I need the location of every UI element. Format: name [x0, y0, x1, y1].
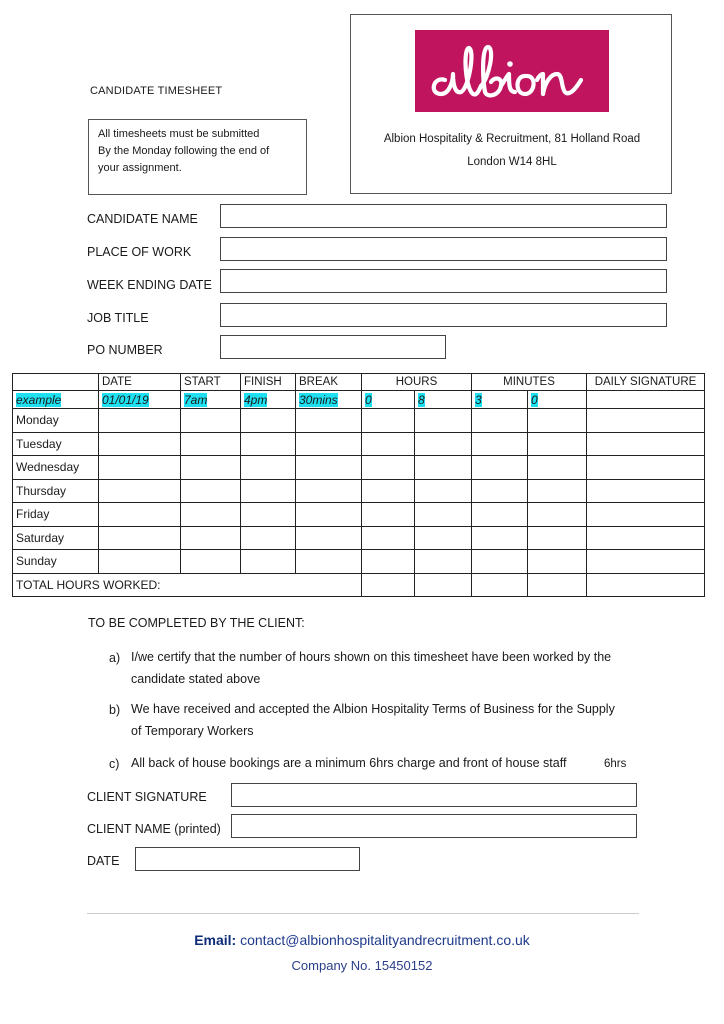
- candidate-name-field[interactable]: [220, 204, 667, 228]
- minutes-cell[interactable]: [472, 526, 528, 550]
- hours-cell[interactable]: [362, 479, 415, 503]
- hours-cell[interactable]: [415, 479, 472, 503]
- minutes-cell[interactable]: [472, 456, 528, 480]
- client-section-heading: TO BE COMPLETED BY THE CLIENT:: [88, 616, 305, 630]
- day-label: Monday: [13, 409, 99, 433]
- date-header: DATE: [99, 374, 181, 391]
- example-hours-a: 0: [362, 391, 415, 409]
- hours-cell[interactable]: [415, 526, 472, 550]
- total-hours-cell[interactable]: [415, 573, 472, 597]
- minutes-cell[interactable]: [472, 409, 528, 433]
- day-label: Wednesday: [13, 456, 99, 480]
- footer-divider: [87, 913, 639, 914]
- break-cell[interactable]: [296, 409, 362, 433]
- albion-logo-wordmark: [415, 30, 609, 112]
- start-cell[interactable]: [181, 550, 241, 574]
- clause-text: We have received and accepted the Albion Hospitality Terms of Business for the Supply of Temporary Workers: [131, 702, 615, 738]
- date-cell[interactable]: [99, 456, 181, 480]
- break-cell[interactable]: [296, 550, 362, 574]
- signature-cell[interactable]: [587, 456, 705, 480]
- notice-line: your assignment.: [98, 162, 182, 174]
- start-header: START: [181, 374, 241, 391]
- example-break: 30mins: [296, 391, 362, 409]
- minutes-header: MINUTES: [472, 374, 587, 391]
- minutes-cell[interactable]: [472, 479, 528, 503]
- hours-cell[interactable]: [362, 550, 415, 574]
- example-hours-b: 8: [415, 391, 472, 409]
- total-hours-cell[interactable]: [362, 573, 415, 597]
- week-ending-date-label: WEEK ENDING DATE: [87, 278, 212, 292]
- client-date-label: DATE: [87, 854, 120, 868]
- table-row: [13, 456, 705, 480]
- example-signature: [587, 391, 705, 409]
- job-title-field[interactable]: [220, 303, 667, 327]
- example-label: example: [13, 391, 99, 409]
- clause-text: All back of house bookings are a minimum 6hrs charge and front of house staff: [131, 756, 567, 770]
- start-cell[interactable]: [181, 456, 241, 480]
- table-row: [13, 409, 705, 433]
- daily-signature-header: DAILY SIGNATURE: [587, 374, 705, 391]
- signature-cell[interactable]: [587, 409, 705, 433]
- date-cell[interactable]: [99, 432, 181, 456]
- hours-cell[interactable]: [362, 456, 415, 480]
- hours-cell[interactable]: [415, 550, 472, 574]
- client-date-field[interactable]: [135, 847, 360, 871]
- finish-cell[interactable]: [241, 456, 296, 480]
- signature-cell[interactable]: [587, 526, 705, 550]
- clause-marker: b): [109, 703, 121, 717]
- company-address-line: Albion Hospitality & Recruitment, 81 Holland Road: [383, 133, 641, 145]
- date-cell[interactable]: [99, 409, 181, 433]
- date-cell[interactable]: [99, 479, 181, 503]
- example-start: 7am: [181, 391, 241, 409]
- finish-cell[interactable]: [241, 409, 296, 433]
- table-row: [13, 479, 705, 503]
- day-label: Tuesday: [13, 432, 99, 456]
- hours-cell[interactable]: [415, 456, 472, 480]
- break-cell[interactable]: [296, 526, 362, 550]
- client-signature-label: CLIENT SIGNATURE: [87, 790, 207, 804]
- finish-header: FINISH: [241, 374, 296, 391]
- example-date: 01/01/19: [99, 391, 181, 409]
- client-name-label: CLIENT NAME (printed): [87, 822, 221, 836]
- minutes-cell[interactable]: [472, 550, 528, 574]
- table-row: [13, 432, 705, 456]
- example-minutes-b: 0: [528, 391, 587, 409]
- day-label: Thursday: [13, 479, 99, 503]
- day-label: Sunday: [13, 550, 99, 574]
- minutes-cell[interactable]: [472, 432, 528, 456]
- hours-header: HOURS: [362, 374, 472, 391]
- notice-line: By the Monday following the end of: [98, 145, 270, 157]
- signature-cell[interactable]: [587, 479, 705, 503]
- hours-cell[interactable]: [362, 526, 415, 550]
- break-cell[interactable]: [296, 456, 362, 480]
- hours-cell[interactable]: [415, 409, 472, 433]
- break-cell[interactable]: [296, 432, 362, 456]
- client-name-field[interactable]: [231, 814, 637, 838]
- footer-email: [0, 932, 724, 948]
- start-cell[interactable]: [181, 479, 241, 503]
- total-minutes-cell[interactable]: [528, 573, 587, 597]
- minutes-cell[interactable]: [528, 432, 587, 456]
- date-cell[interactable]: [99, 526, 181, 550]
- break-cell[interactable]: [296, 503, 362, 527]
- total-signature-cell[interactable]: [587, 573, 705, 597]
- signature-cell[interactable]: [587, 432, 705, 456]
- table-header-row: [13, 374, 705, 391]
- place-of-work-label: PLACE OF WORK: [87, 245, 192, 259]
- job-title-label: JOB TITLE: [87, 311, 149, 325]
- day-label: Friday: [13, 503, 99, 527]
- minutes-cell[interactable]: [528, 479, 587, 503]
- clause-marker: a): [109, 651, 121, 665]
- finish-cell[interactable]: [241, 550, 296, 574]
- client-signature-field[interactable]: [231, 783, 637, 807]
- clause-suffix: 6hrs: [604, 758, 627, 770]
- total-minutes-cell[interactable]: [472, 573, 528, 597]
- start-cell[interactable]: [181, 503, 241, 527]
- document-title: CANDIDATE TIMESHEET: [90, 85, 223, 97]
- total-hours-label: TOTAL HOURS WORKED:: [13, 573, 362, 597]
- minutes-cell[interactable]: [528, 550, 587, 574]
- candidate-name-label: CANDIDATE NAME: [87, 212, 198, 226]
- date-cell[interactable]: [99, 503, 181, 527]
- day-header: [13, 374, 99, 391]
- clause-marker: c): [109, 757, 120, 771]
- minutes-cell[interactable]: [528, 526, 587, 550]
- start-cell[interactable]: [181, 409, 241, 433]
- email-link[interactable]: contact@albionhospitalityandrecruitment.co.uk: [240, 932, 530, 948]
- finish-cell[interactable]: [241, 503, 296, 527]
- total-row: [13, 573, 705, 597]
- timesheet-table: [12, 373, 705, 597]
- finish-cell[interactable]: [241, 432, 296, 456]
- hours-cell[interactable]: [415, 503, 472, 527]
- finish-cell[interactable]: [241, 526, 296, 550]
- example-finish: 4pm: [241, 391, 296, 409]
- day-label: Saturday: [13, 526, 99, 550]
- albion-logo: [415, 30, 609, 112]
- break-header: BREAK: [296, 374, 362, 391]
- week-ending-date-field[interactable]: [220, 269, 667, 293]
- submission-notice: [88, 119, 307, 195]
- start-cell[interactable]: [181, 526, 241, 550]
- hours-cell[interactable]: [415, 432, 472, 456]
- minutes-cell[interactable]: [472, 503, 528, 527]
- date-cell[interactable]: [99, 550, 181, 574]
- start-cell[interactable]: [181, 432, 241, 456]
- minutes-cell[interactable]: [528, 503, 587, 527]
- company-address-line: London W14 8HL: [467, 156, 557, 168]
- table-row: [13, 526, 705, 550]
- po-number-field[interactable]: [220, 335, 446, 359]
- break-cell[interactable]: [296, 479, 362, 503]
- minutes-cell[interactable]: [528, 409, 587, 433]
- hours-cell[interactable]: [362, 409, 415, 433]
- place-of-work-field[interactable]: [220, 237, 667, 261]
- minutes-cell[interactable]: [528, 456, 587, 480]
- table-row: [13, 503, 705, 527]
- email-label: Email:: [194, 932, 237, 948]
- example-minutes-a: 3: [472, 391, 528, 409]
- signature-cell[interactable]: [587, 503, 705, 527]
- po-number-label: PO NUMBER: [87, 343, 163, 357]
- notice-line: All timesheets must be submitted: [98, 128, 260, 140]
- finish-cell[interactable]: [241, 479, 296, 503]
- company-number: Company No. 15450152: [291, 958, 433, 973]
- hours-cell[interactable]: [362, 432, 415, 456]
- example-row: [13, 391, 705, 409]
- hours-cell[interactable]: [362, 503, 415, 527]
- table-row: [13, 550, 705, 574]
- signature-cell[interactable]: [587, 550, 705, 574]
- clause-text: I/we certify that the number of hours shown on this timesheet have been worked by the candidate stated above: [131, 650, 612, 686]
